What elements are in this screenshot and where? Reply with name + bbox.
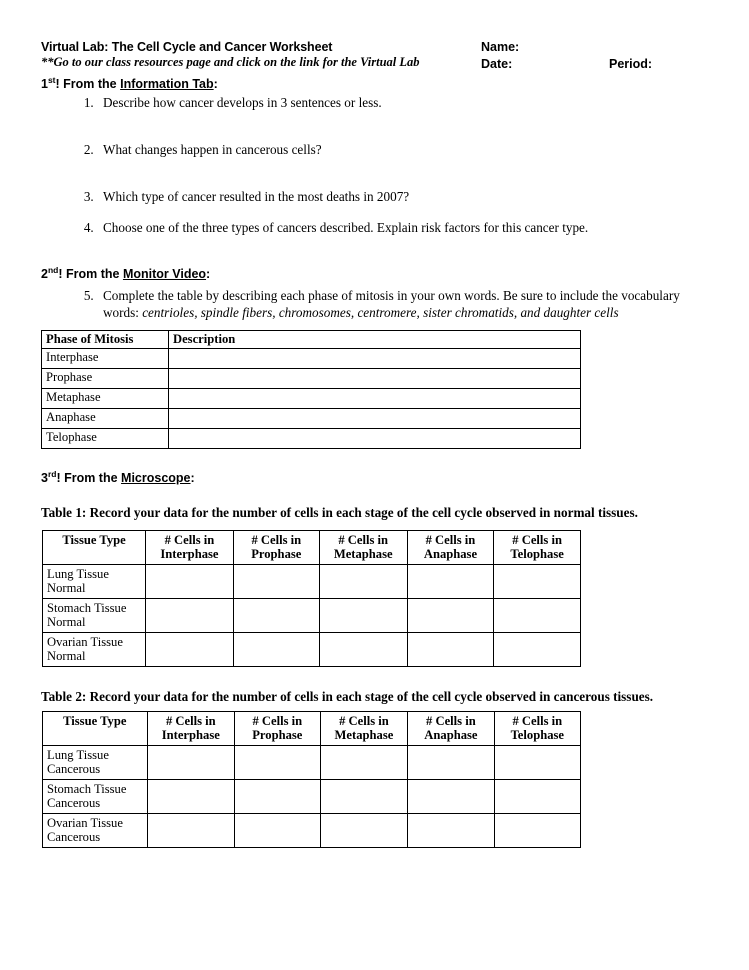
data-cell[interactable]: [494, 745, 580, 779]
section-3-link[interactable]: Microscope: [121, 471, 191, 486]
data-cell[interactable]: [233, 564, 319, 598]
date-label: Date:: [481, 57, 513, 71]
header-line-2: Prophase: [252, 728, 303, 743]
question-item: 1. Describe how cancer develops in 3 sentences or less.: [97, 95, 709, 112]
row-label-line-2: Normal: [47, 649, 86, 664]
table-row: [43, 598, 581, 632]
section-heading-3: [41, 469, 709, 485]
section-3-prefix: ! From the: [56, 471, 122, 486]
instruction-note: **Go to our class resources page and click on the link for the Virtual Lab: [41, 55, 420, 69]
header-left: [41, 40, 481, 70]
phase-name: Metaphase: [42, 388, 169, 408]
table-header-row: [42, 330, 581, 348]
column-header-telophase: [494, 711, 580, 745]
header-line-2: Prophase: [251, 547, 302, 562]
data-cell[interactable]: [233, 632, 319, 666]
section-heading-2: [41, 265, 709, 281]
column-header-interphase: [146, 531, 234, 565]
table-row: [43, 745, 581, 779]
section-2-link[interactable]: Monitor Video: [122, 266, 207, 281]
data-cell[interactable]: [408, 745, 494, 779]
data-cell[interactable]: [494, 813, 580, 847]
row-label-line-1: Ovarian Tissue: [47, 815, 123, 830]
header-line-1: # Cells in: [425, 533, 476, 548]
row-label-line-1: Lung Tissue: [47, 747, 109, 762]
header-line-1: # Cells in: [251, 533, 302, 548]
question-5-vocab: centrioles, spindle fibers, chromosomes, centromere, sister chromatids, and daughter cells: [142, 305, 619, 321]
table-row: [43, 779, 581, 813]
data-cell[interactable]: [320, 745, 408, 779]
table-row: [42, 408, 581, 428]
column-header-tissue-type: [43, 711, 148, 745]
question-5-lead: Complete the table by describing each phase of mitosis in your own words. Be sure to include the vocabulary words:: [103, 287, 680, 321]
row-label-tissue: [43, 632, 146, 666]
column-header-phase: Phase of Mitosis: [42, 330, 169, 348]
data-cell[interactable]: [147, 779, 234, 813]
question-list-1: [41, 95, 709, 237]
header-line-2: Telophase: [510, 728, 564, 743]
data-cell[interactable]: [235, 745, 321, 779]
data-cell[interactable]: [494, 564, 581, 598]
data-cell[interactable]: [494, 779, 580, 813]
row-label-line-2: Cancerous: [47, 796, 101, 811]
row-label-tissue: [43, 779, 148, 813]
section-3-ordinal: 3: [41, 471, 48, 486]
header-line-1: # Cells in: [165, 713, 216, 728]
section-3-sup: rd: [47, 468, 57, 479]
section-1-ordinal: 1: [41, 77, 48, 92]
description-cell[interactable]: [169, 368, 581, 388]
section-1-suffix: :: [213, 77, 218, 92]
row-label-tissue: [43, 564, 146, 598]
cancerous-tissue-data-table: [42, 711, 581, 848]
page-title: Virtual Lab: The Cell Cycle and Cancer Worksheet: [41, 40, 333, 54]
section-1-sup: st: [47, 75, 56, 85]
mitosis-description-table: [41, 330, 581, 449]
table-row: [43, 813, 581, 847]
column-header-tissue-type: [43, 531, 146, 565]
data-cell[interactable]: [407, 598, 494, 632]
header-line-2: Interphase: [161, 728, 220, 743]
data-cell[interactable]: [235, 813, 321, 847]
row-label-tissue: [43, 598, 146, 632]
header-line-1: # Cells in: [426, 713, 476, 728]
row-label-line-1: Lung Tissue: [47, 566, 109, 581]
row-label-line-1: Stomach Tissue: [47, 600, 127, 615]
data-cell[interactable]: [319, 598, 407, 632]
row-label-tissue: [43, 813, 148, 847]
data-cell[interactable]: [146, 598, 234, 632]
data-cell[interactable]: [319, 632, 407, 666]
data-cell[interactable]: [407, 632, 494, 666]
column-header-telophase: [494, 531, 581, 565]
table-row: [42, 388, 581, 408]
table-2-caption: Table 2: Record your data for the number of cells in each stage of the cell cycle observed in cancerous tissues.: [41, 688, 654, 704]
data-cell[interactable]: [235, 779, 321, 813]
column-header-anaphase: [408, 711, 494, 745]
row-label-tissue: [43, 745, 148, 779]
table-row: [42, 428, 581, 448]
column-header-prophase: [235, 711, 321, 745]
table-row: [42, 348, 581, 368]
section-heading-1: [41, 75, 709, 91]
phase-name: Interphase: [42, 348, 169, 368]
data-cell[interactable]: [146, 564, 234, 598]
column-header-metaphase: [320, 711, 408, 745]
header-line-2: Anaphase: [423, 547, 478, 562]
data-cell[interactable]: [319, 564, 407, 598]
row-label-line-2: Cancerous: [47, 762, 101, 777]
data-cell[interactable]: [146, 632, 234, 666]
data-cell[interactable]: [408, 779, 494, 813]
header-line-1: # Cells in: [252, 713, 303, 728]
phase-name: Prophase: [42, 368, 169, 388]
question-item-5: [97, 287, 709, 322]
data-cell[interactable]: [494, 632, 581, 666]
header-line-2: Interphase: [160, 547, 219, 562]
header-line-1: Tissue Type: [63, 713, 127, 728]
table-row: [43, 564, 581, 598]
header-line-1: Tissue Type: [62, 533, 126, 548]
table-row: [42, 368, 581, 388]
row-label-line-2: Normal: [47, 615, 86, 630]
data-cell[interactable]: [320, 813, 408, 847]
row-label-line-2: Normal: [47, 581, 86, 596]
description-cell[interactable]: [169, 428, 581, 448]
column-header-prophase: [233, 531, 319, 565]
column-header-metaphase: [319, 531, 407, 565]
header-line-1: # Cells in: [338, 533, 389, 548]
column-header-description: Description: [169, 330, 581, 348]
phase-name: Anaphase: [42, 408, 169, 428]
row-label-line-1: Stomach Tissue: [47, 781, 127, 796]
table-header-row: [43, 531, 581, 565]
description-cell[interactable]: [169, 348, 581, 368]
period-label: Period:: [609, 57, 653, 71]
data-cell[interactable]: [407, 564, 494, 598]
header-line-1: # Cells in: [512, 713, 563, 728]
header-line-1: # Cells in: [164, 533, 215, 548]
column-header-anaphase: [407, 531, 494, 565]
data-cell[interactable]: [147, 745, 234, 779]
date-period-row: [481, 57, 709, 71]
data-cell[interactable]: [320, 779, 408, 813]
normal-tissue-data-table: [42, 530, 581, 667]
section-2-suffix: :: [206, 266, 211, 281]
question-list-2: [41, 287, 709, 322]
header-line-1: # Cells in: [339, 713, 389, 728]
header-line-2: Metaphase: [333, 547, 393, 562]
table-row: [43, 632, 581, 666]
header-line-2: Anaphase: [424, 728, 478, 743]
section-3-suffix: :: [190, 471, 195, 486]
description-cell[interactable]: [169, 388, 581, 408]
name-label: Name:: [481, 40, 520, 54]
row-label-line-1: Ovarian Tissue: [47, 634, 123, 649]
section-2-prefix: ! From the: [58, 266, 123, 281]
row-label-line-2: Cancerous: [47, 830, 101, 845]
question-item: 3. Which type of cancer resulted in the most deaths in 2007?: [97, 189, 709, 206]
header-line-2: Metaphase: [334, 728, 394, 743]
phase-name: Telophase: [42, 428, 169, 448]
table-1-caption: Table 1: Record your data for the number of cells in each stage of the cell cycle observed in normal tissues.: [41, 505, 638, 521]
data-cell[interactable]: [494, 598, 581, 632]
header-line-2: Telophase: [510, 547, 564, 562]
section-1-link[interactable]: Information Tab: [120, 77, 214, 92]
column-header-interphase: [147, 711, 234, 745]
header-line-1: # Cells in: [512, 533, 562, 548]
data-cell[interactable]: [233, 598, 319, 632]
data-cell[interactable]: [147, 813, 234, 847]
section-2-sup: nd: [47, 264, 59, 275]
description-cell[interactable]: [169, 408, 581, 428]
document-header: [41, 40, 709, 71]
header-right: [481, 40, 709, 71]
table-header-row: [43, 711, 581, 745]
section-2-ordinal: 2: [41, 266, 48, 281]
question-item: 2. What changes happen in cancerous cells?: [97, 142, 709, 159]
section-1-prefix: ! From the: [55, 77, 121, 92]
question-item: 4. Choose one of the three types of cancers described. Explain risk factors for this cancer type.: [97, 220, 709, 237]
data-cell[interactable]: [408, 813, 494, 847]
